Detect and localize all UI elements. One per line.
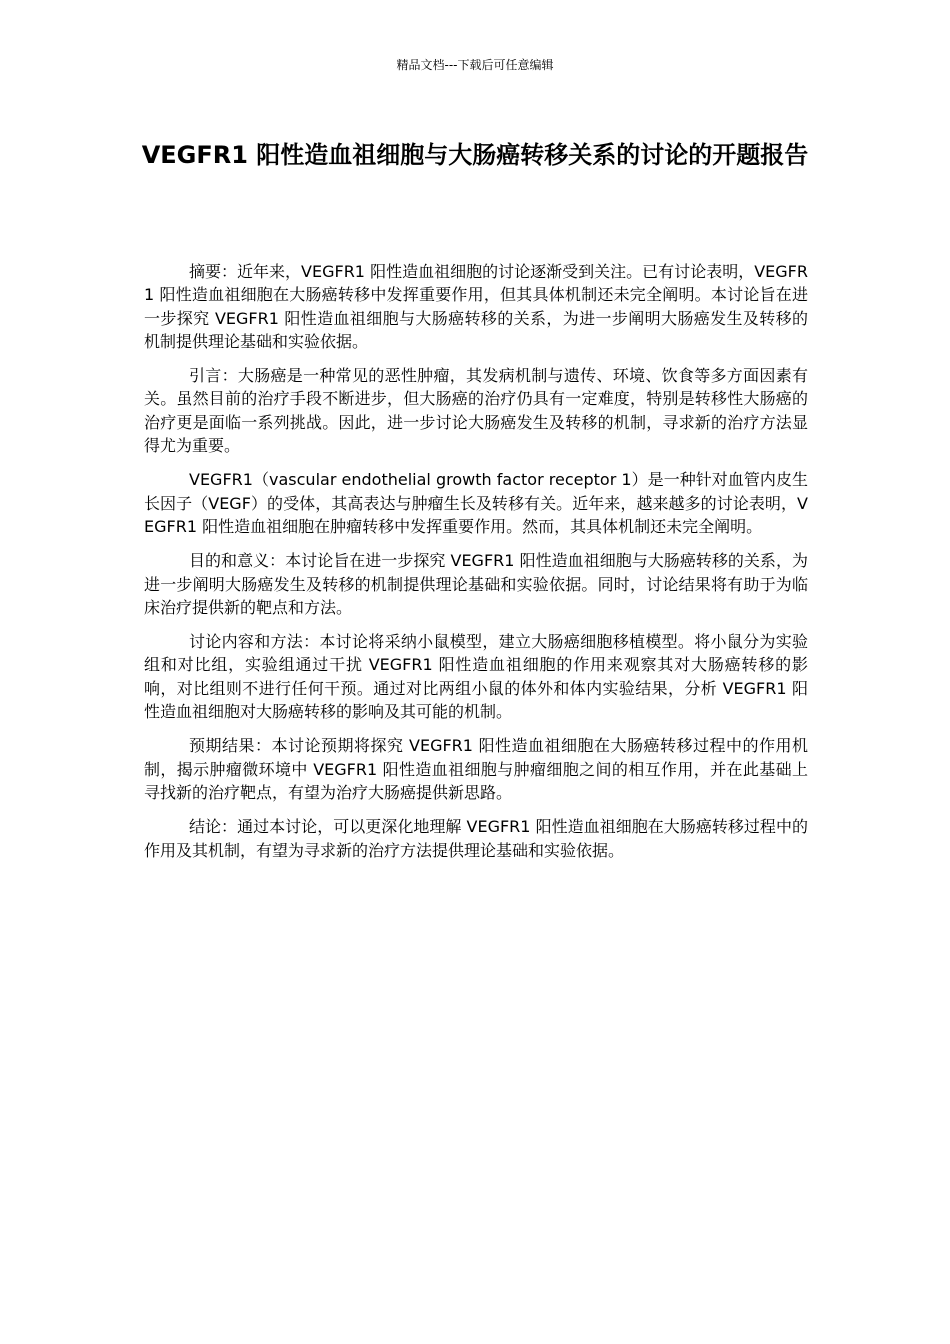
introduction-paragraph: 引言：大肠癌是一种常见的恶性肿瘤，其发病机制与遗传、环境、饮食等多方面因素有关。虽然目前的治疗手段不断进步，但大肠癌的治疗仍具有一定难度，特别是转移性大肠癌的治疗更是面临一系列挑战。因此，进一步讨论大肠癌发生及转移的机制，寻求新的治疗方法显得尤为重要。 <box>144 366 808 456</box>
document-title: VEGFR1 阳性造血祖细胞与大肠癌转移关系的讨论的开题报告 <box>141 141 809 169</box>
methods-paragraph: 讨论内容和方法：本讨论将采纳小鼠模型，建立大肠癌细胞移植模型。将小鼠分为实验组和对比组，实验组通过干扰 VEGFR1 阳性造血祖细胞的作用来观察其对大肠癌转移的影响，对比组则不进行任何干预。通过对比两组小鼠的体外和体内实验结果，分析 VEGFR1 阳性造血祖细胞对大肠癌转移的影响及其可能的机制。 <box>144 632 808 722</box>
page-header: 精品文档---下载后可任意编辑 <box>396 58 554 72</box>
vegfr1-background-paragraph: VEGFR1（vascular endothelial growth factor receptor 1）是一种针对血管内皮生长因子（VEGF）的受体，其高表达与肿瘤生长及转移有关。近年来，越来越多的讨论表明，VEGFR1 阳性造血祖细胞在肿瘤转移中发挥重要作用。然而，其具体机制还未完全阐明。 <box>144 470 808 536</box>
expected-results-paragraph: 预期结果：本讨论预期将探究 VEGFR1 阳性造血祖细胞在大肠癌转移过程中的作用机制，揭示肿瘤微环境中 VEGFR1 阳性造血祖细胞与肿瘤细胞之间的相互作用，并在此基础上寻找新的治疗靶点，有望为治疗大肠癌提供新思路。 <box>144 736 808 802</box>
conclusion-paragraph: 结论：通过本讨论，可以更深化地理解 VEGFR1 阳性造血祖细胞在大肠癌转移过程中的作用及其机制，有望为寻求新的治疗方法提供理论基础和实验依据。 <box>144 817 808 860</box>
document-body <box>144 260 808 873</box>
abstract-paragraph: 摘要：近年来，VEGFR1 阳性造血祖细胞的讨论逐渐受到关注。已有讨论表明，VEGFR1 阳性造血祖细胞在大肠癌转移中发挥重要作用，但其具体机制还未完全阐明。本讨论旨在进一步探究 VEGFR1 阳性造血祖细胞与大肠癌转移的关系，为进一步阐明大肠癌发生及转移的机制提供理论基础和实验依据。 <box>144 262 808 351</box>
purpose-paragraph: 目的和意义：本讨论旨在进一步探究 VEGFR1 阳性造血祖细胞与大肠癌转移的关系，为进一步阐明大肠癌发生及转移的机制提供理论基础和实验依据。同时，讨论结果将有助于为临床治疗提供新的靶点和方法。 <box>144 551 808 617</box>
